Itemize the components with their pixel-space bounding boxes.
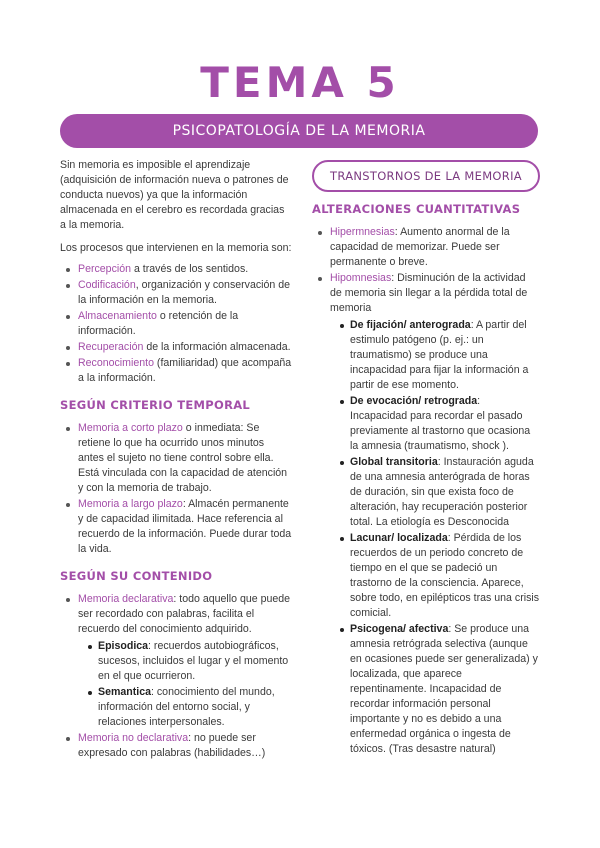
procesos-list <box>60 262 292 386</box>
list-item: De evocación/ retrograda: Incapacidad para recordar el pasado previamente al trastorno que ocasiona la amnesia (traumatismo, shock ). <box>350 394 540 454</box>
list-item: De fijación/ anterograda: A partir del estimulo patógeno (p. ej.: un traumatismo) se produce una incapacidad para fijar la información a partir de ese momento. <box>350 318 540 393</box>
declarativa-sublist <box>78 639 292 730</box>
list-item: Psicogena/ afectiva: Se produce una amnesia retrógrada selectiva (aunque en ocasiones puede ser generalizada) y localizada, que aparece repentinamente. Incapacidad de recordar información personal importante y no es debido a una enfermedad orgánica o ingesta de tóxicos. (Tras desastre natural) <box>350 622 540 757</box>
list-item: Memoria a corto plazo o inmediata: Se retiene lo que ha ocurrido unos minutos antes el sujeto no tiene control sobre ella. Está vinculada con la capacidad de atención y con la memoria de trabajo. <box>78 421 292 496</box>
list-item: Memoria declarativa: todo aquello que puede ser recordado con palabras, facilita el recuerdo del conocimiento adquirido. Episodica: recuerdos autobiográficos, sucesos, incluidos el lugar y el momento en el que ocurrieron. Semantica: conocimiento del mundo, información del entorno social, y relaciones interpersonales. <box>78 593 291 728</box>
list-item: Hipomnesias: Disminución de la actividad de memoria sin llegar a la pérdida total de memoria De fijación/ anterograda: A partir del estimulo patógeno (p. ej.: un traumatismo) se produce una incapacidad para fijar la información a partir de ese momento. De evocación/ retrograda: Incapacidad para recordar el pasado previamente al trastorno que ocasiona la amnesia (traumatismo, shock ). Global transitoria: Instauración aguda de una amnesia anterógrada de horas de duración, sin que exista foco de alteración, hay recuperación posterior total. La etiología es Desconocida Lacunar/ localizada: Pérdida de los recuerdos de un periodo concreto de tiempo en el que se padeció un trastorno de la consciencia. Aparece, sobre todo, en epilépticos tras una crisis comicial. Psicogena/ afectiva: Se produce una amnesia retrógrada selectiva (aunque en ocasiones puede ser generalizada) y localizada, que aparece repentinamente. Incapacidad de recordar información personal importante y no es debido a una enfermedad orgánica o ingesta de tóxicos. (Tras desastre natural) <box>330 272 540 755</box>
list-item: Lacunar/ localizada: Pérdida de los recuerdos de un periodo concreto de tiempo en el que se padeció un trastorno de la consciencia. Aparece, sobre todo, en epilépticos tras una crisis comicial. <box>350 532 540 619</box>
list-item: Recuperación de la información almacenada. <box>78 341 291 353</box>
section-pill: TRANSTORNOS DE LA MEMORIA <box>312 160 540 192</box>
list-item: Global transitoria: Instauración aguda de una amnesia anterógrada de horas de duración, sin que exista foco de alteración, hay recuperación posterior total. La etiología es Desconocida <box>350 455 540 530</box>
contenido-heading: SEGÚN SU CONTENIDO <box>60 569 213 583</box>
list-item: Memoria no declarativa: no puede ser expresado con palabras (habilidades…) <box>78 731 292 761</box>
intro-paragraph: Sin memoria es imposible el aprendizaje (adquisición de información nueva o patrones de conducta nuevos) ya que la información almacenada en el cerebro es recordada gracias a la memoria. <box>60 159 289 231</box>
list-item: Hipermnesias: Aumento anormal de la capacidad de memorizar. Puede ser permanente o breve. <box>330 225 540 270</box>
list-item: Episodica: recuerdos autobiográficos, sucesos, incluidos el lugar y el momento en el que ocurrieron. <box>98 639 292 684</box>
right-column <box>312 160 540 758</box>
cuantitativas-list <box>312 225 540 757</box>
list-item: Semantica: conocimiento del mundo, información del entorno social, y relaciones interpersonales. <box>98 685 292 730</box>
page-title: TEMA 5 <box>200 58 400 107</box>
list-item: Percepción a través de los sentidos. <box>78 262 292 277</box>
list-item: Codificación, organización y conservación de la información en la memoria. <box>78 279 291 306</box>
left-column <box>60 158 292 762</box>
topic-banner: PSICOPATOLOGÍA DE LA MEMORIA <box>60 114 538 148</box>
contenido-list <box>60 592 292 761</box>
procesos-intro: Los procesos que intervienen en la memoria son: <box>60 242 292 254</box>
temporal-list <box>60 421 292 557</box>
list-item: Reconocimiento (familiaridad) que acompaña a la información. <box>78 357 292 384</box>
temporal-heading: SEGÚN CRITERIO TEMPORAL <box>60 398 251 412</box>
list-item: Memoria a largo plazo: Almacén permanente y de capacidad ilimitada. Hace referencia al recuerdo de la información. Puede durar toda la vida. <box>78 498 292 555</box>
cuantitativas-heading: ALTERACIONES CUANTITATIVAS <box>312 202 521 216</box>
list-item: Almacenamiento o retención de la información. <box>78 309 292 339</box>
hipomnesias-sublist <box>330 318 540 757</box>
